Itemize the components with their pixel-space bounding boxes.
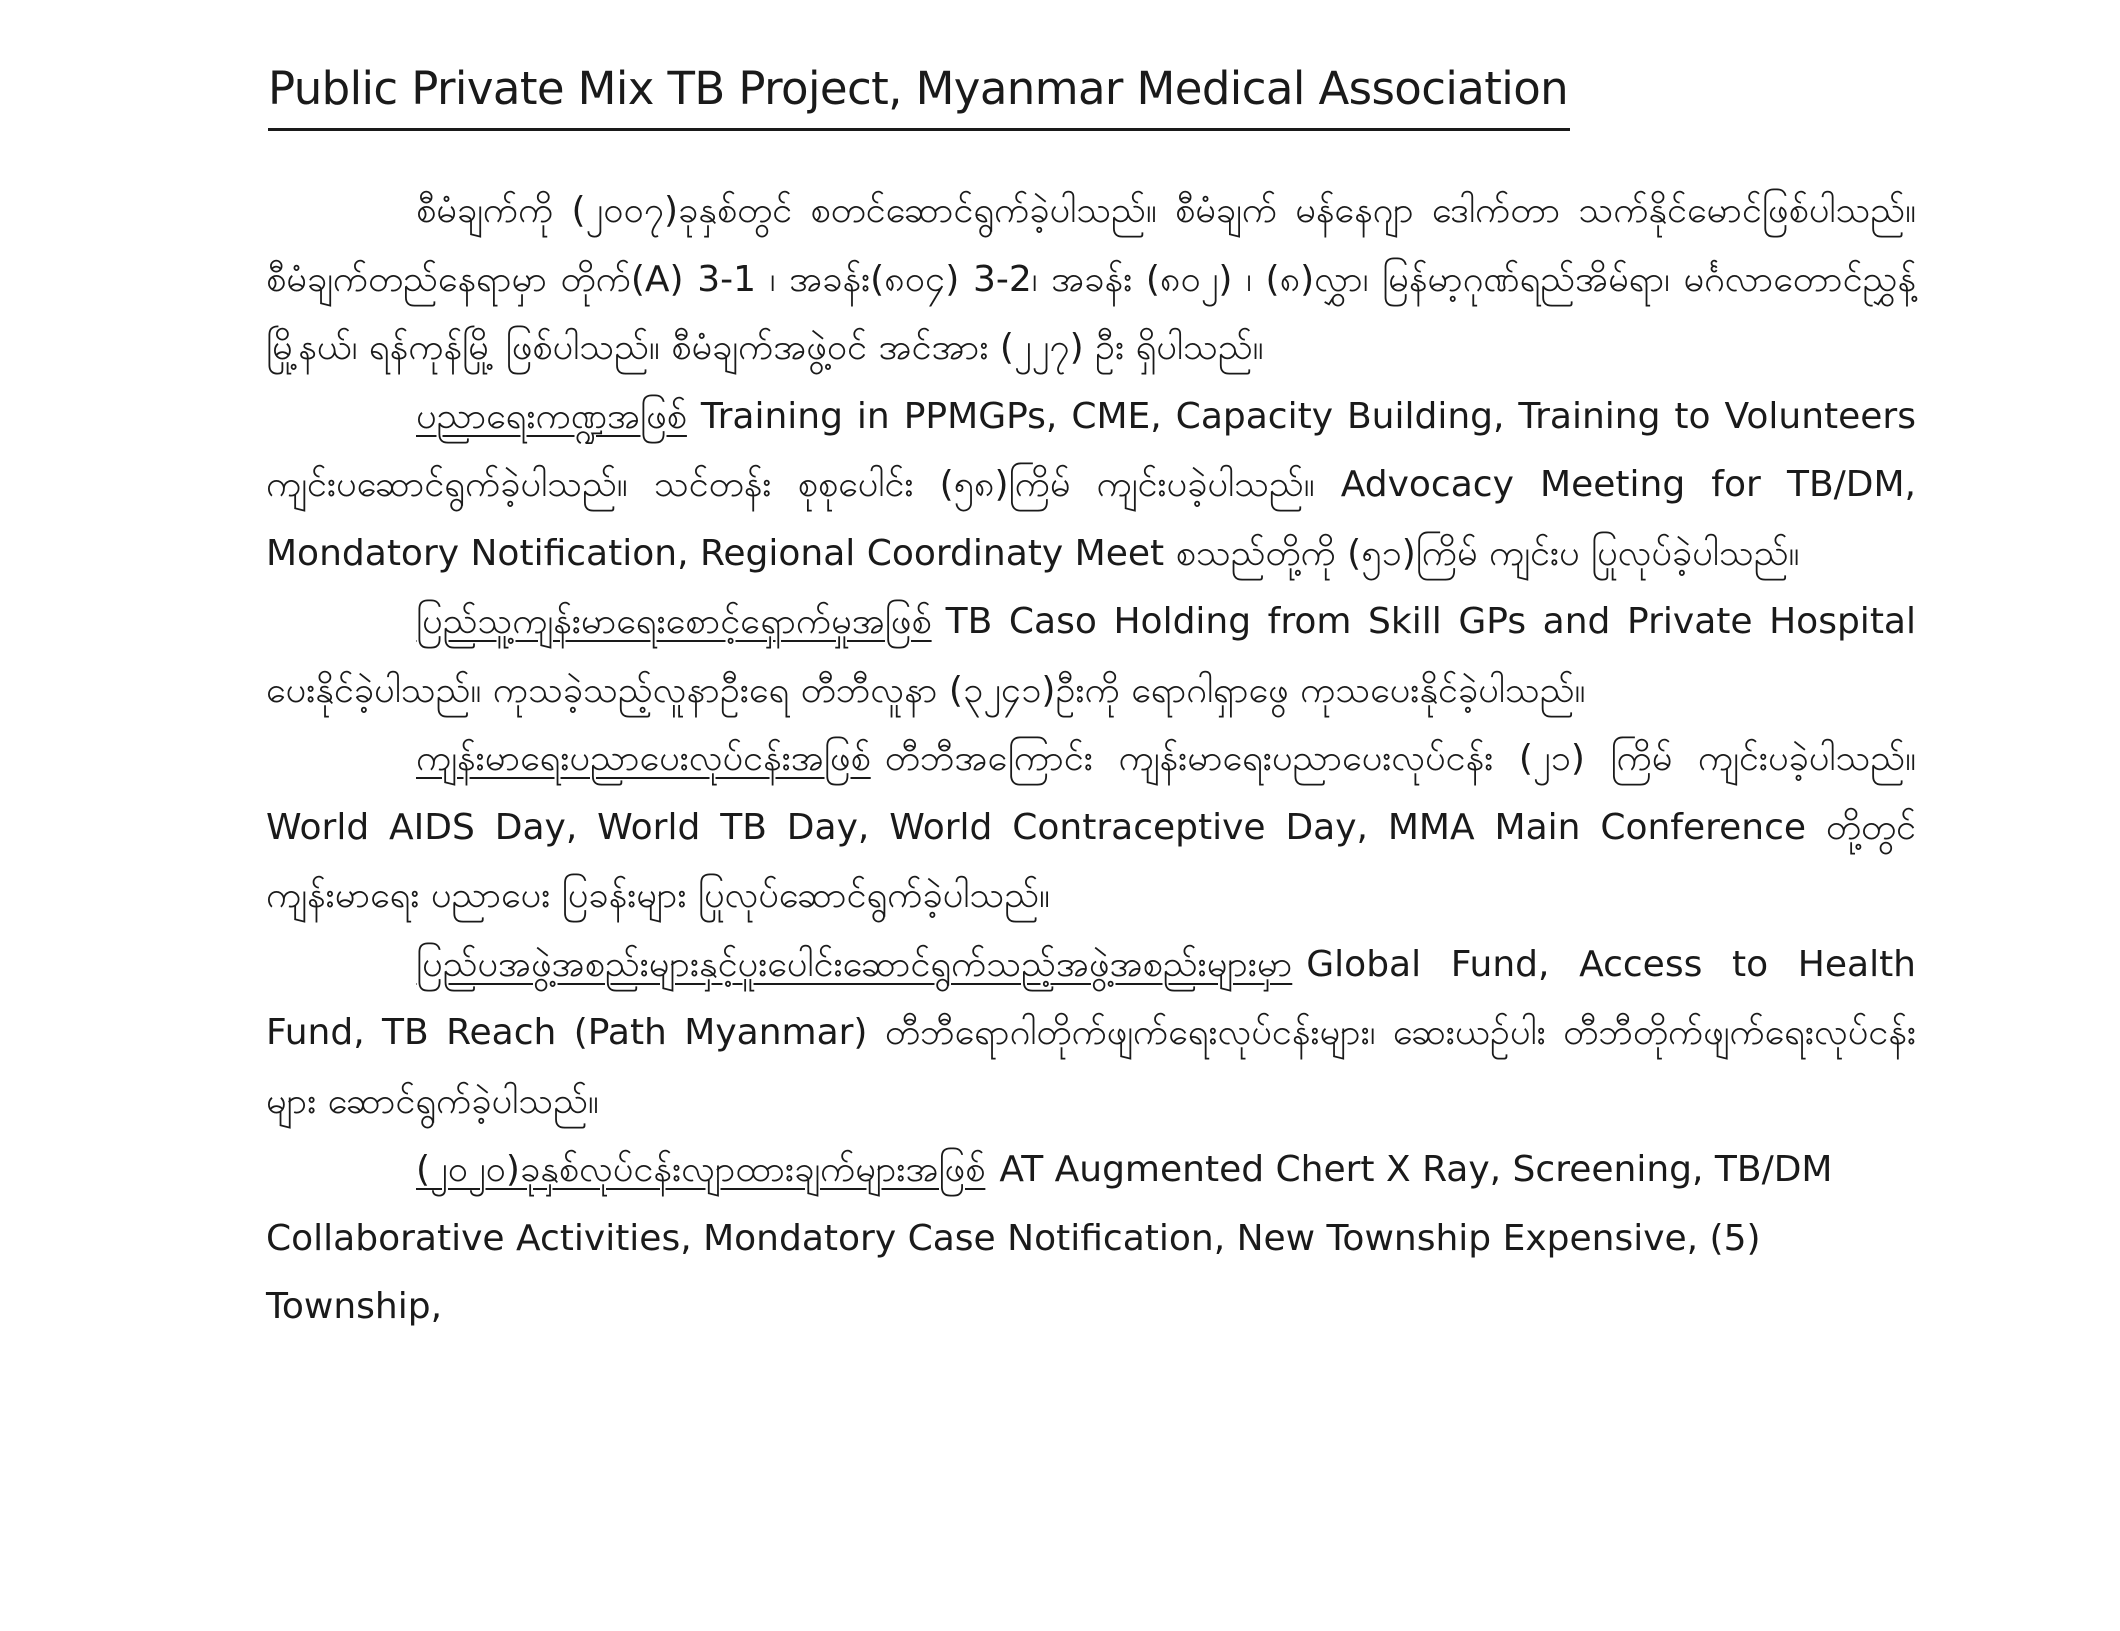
- paragraph-heading-education: ပညာရေးကဏ္ဍအဖြစ်: [416, 395, 687, 437]
- document-body: [266, 177, 1916, 1342]
- title-underline: [268, 128, 1570, 131]
- paragraph-text: စီမံချက်ကို (၂၀၀၇)ခုနှစ်တွင် စတင်ဆောင်ရွက်ခဲ့ပါသည်။ စီမံချက် မန်နေဂျာ ဒေါက်တာ သက်နိုင်မောင်ဖြစ်ပါသည်။ စီမံချက်တည်နေရာမှာ တိုက်(A) 3-1 ၊ အခန်း(၈၀၄) 3-2၊ အခန်း (၈၀၂) ၊ (၈)လွှာ၊ မြန်မာ့ဂုဏ်ရည်အိမ်ရာ၊ မင်္ဂလာတောင်ညွှန့်မြို့နယ်၊ ရန်ကုန်မြို့ ဖြစ်ပါသည်။ စီမံချက်အဖွဲ့ဝင် အင်အား (၂၂၇) ဦး ရှိပါသည်။: [266, 190, 1916, 368]
- paragraph-2020-plans: [266, 1136, 1916, 1342]
- paragraph-text: AT Augmented Chert X Ray, Screening, TB/DM Collaborative Activities, Mondatory Case Notification, New Township Expensive, (5) Township,: [266, 1149, 1833, 1327]
- paragraph-project-overview: [266, 177, 1916, 383]
- paragraph-partner-organizations: [266, 931, 1916, 1137]
- document-title: Public Private Mix TB Project, Myanmar Medical Association: [268, 62, 1569, 115]
- paragraph-public-health-care: [266, 588, 1916, 725]
- paragraph-text: တီဘီအကြောင်း ကျန်းမာရေးပညာပေးလုပ်ငန်း (၂၁) ကြိမ် ကျင်းပခဲ့ပါသည်။ World AIDS Day, World TB Day, World Contraceptive Day, MMA Main Conference တို့တွင် ကျန်းမာရေး ပညာပေး ပြခန်းများ ပြုလုပ်ဆောင်ရွက်ခဲ့ပါသည်။: [266, 738, 1916, 916]
- paragraph-text: Training in PPMGPs, CME, Capacity Building, Training to Volunteers ကျင်းပဆောင်ရွက်ခဲ့ပါသည်။ သင်တန်း စုစုပေါင်း (၅၈)ကြိမ် ကျင်းပခဲ့ပါသည်။ Advocacy Meeting for TB/DM, Mondatory Notification, Regional Coordinaty Meet စသည်တို့ကို (၅၁)ကြိမ် ကျင်းပ ပြုလုပ်ခဲ့ပါသည်။: [266, 395, 1916, 574]
- paragraph-heading-partner-organizations: ပြည်ပအဖွဲ့အစည်းများနှင့်ပူးပေါင်းဆောင်ရွက်သည့်အဖွဲ့အစည်းများမှာ: [416, 943, 1293, 985]
- paragraph-text: Global Fund, Access to Health Fund, TB Reach (Path Myanmar) တီဘီရောဂါတိုက်ဖျက်ရေးလုပ်ငန်းများ၊ ဆေးယဉ်ပါး တီဘီတိုက်ဖျက်ရေးလုပ်ငန်းများ ဆောင်ရွက်ခဲ့ပါသည်။: [266, 943, 1916, 1122]
- paragraph-heading-health-education: ကျန်းမာရေးပညာပေးလုပ်ငန်းအဖြစ်: [416, 738, 871, 779]
- paragraph-heading-public-health-care: ပြည်သူ့ကျန်းမာရေးစောင့်ရှောက်မှုအဖြစ်: [416, 601, 932, 642]
- paragraph-heading-2020-plans: (၂၀၂၀)ခုနှစ်လုပ်ငန်းလျာထားချက်များအဖြစ်: [416, 1149, 986, 1190]
- paragraph-education: [266, 383, 1916, 589]
- paragraph-health-education: [266, 725, 1916, 931]
- paragraph-text: TB Caso Holding from Skill GPs and Private Hospital ပေးနိုင်ခဲ့ပါသည်။ ကုသခဲ့သည့်လူနာဦးရေ တီဘီလူနာ (၃၂၄၁)ဦးကို ရောဂါရှာဖွေ ကုသပေးနိုင်ခဲ့ပါသည်။: [266, 601, 1916, 711]
